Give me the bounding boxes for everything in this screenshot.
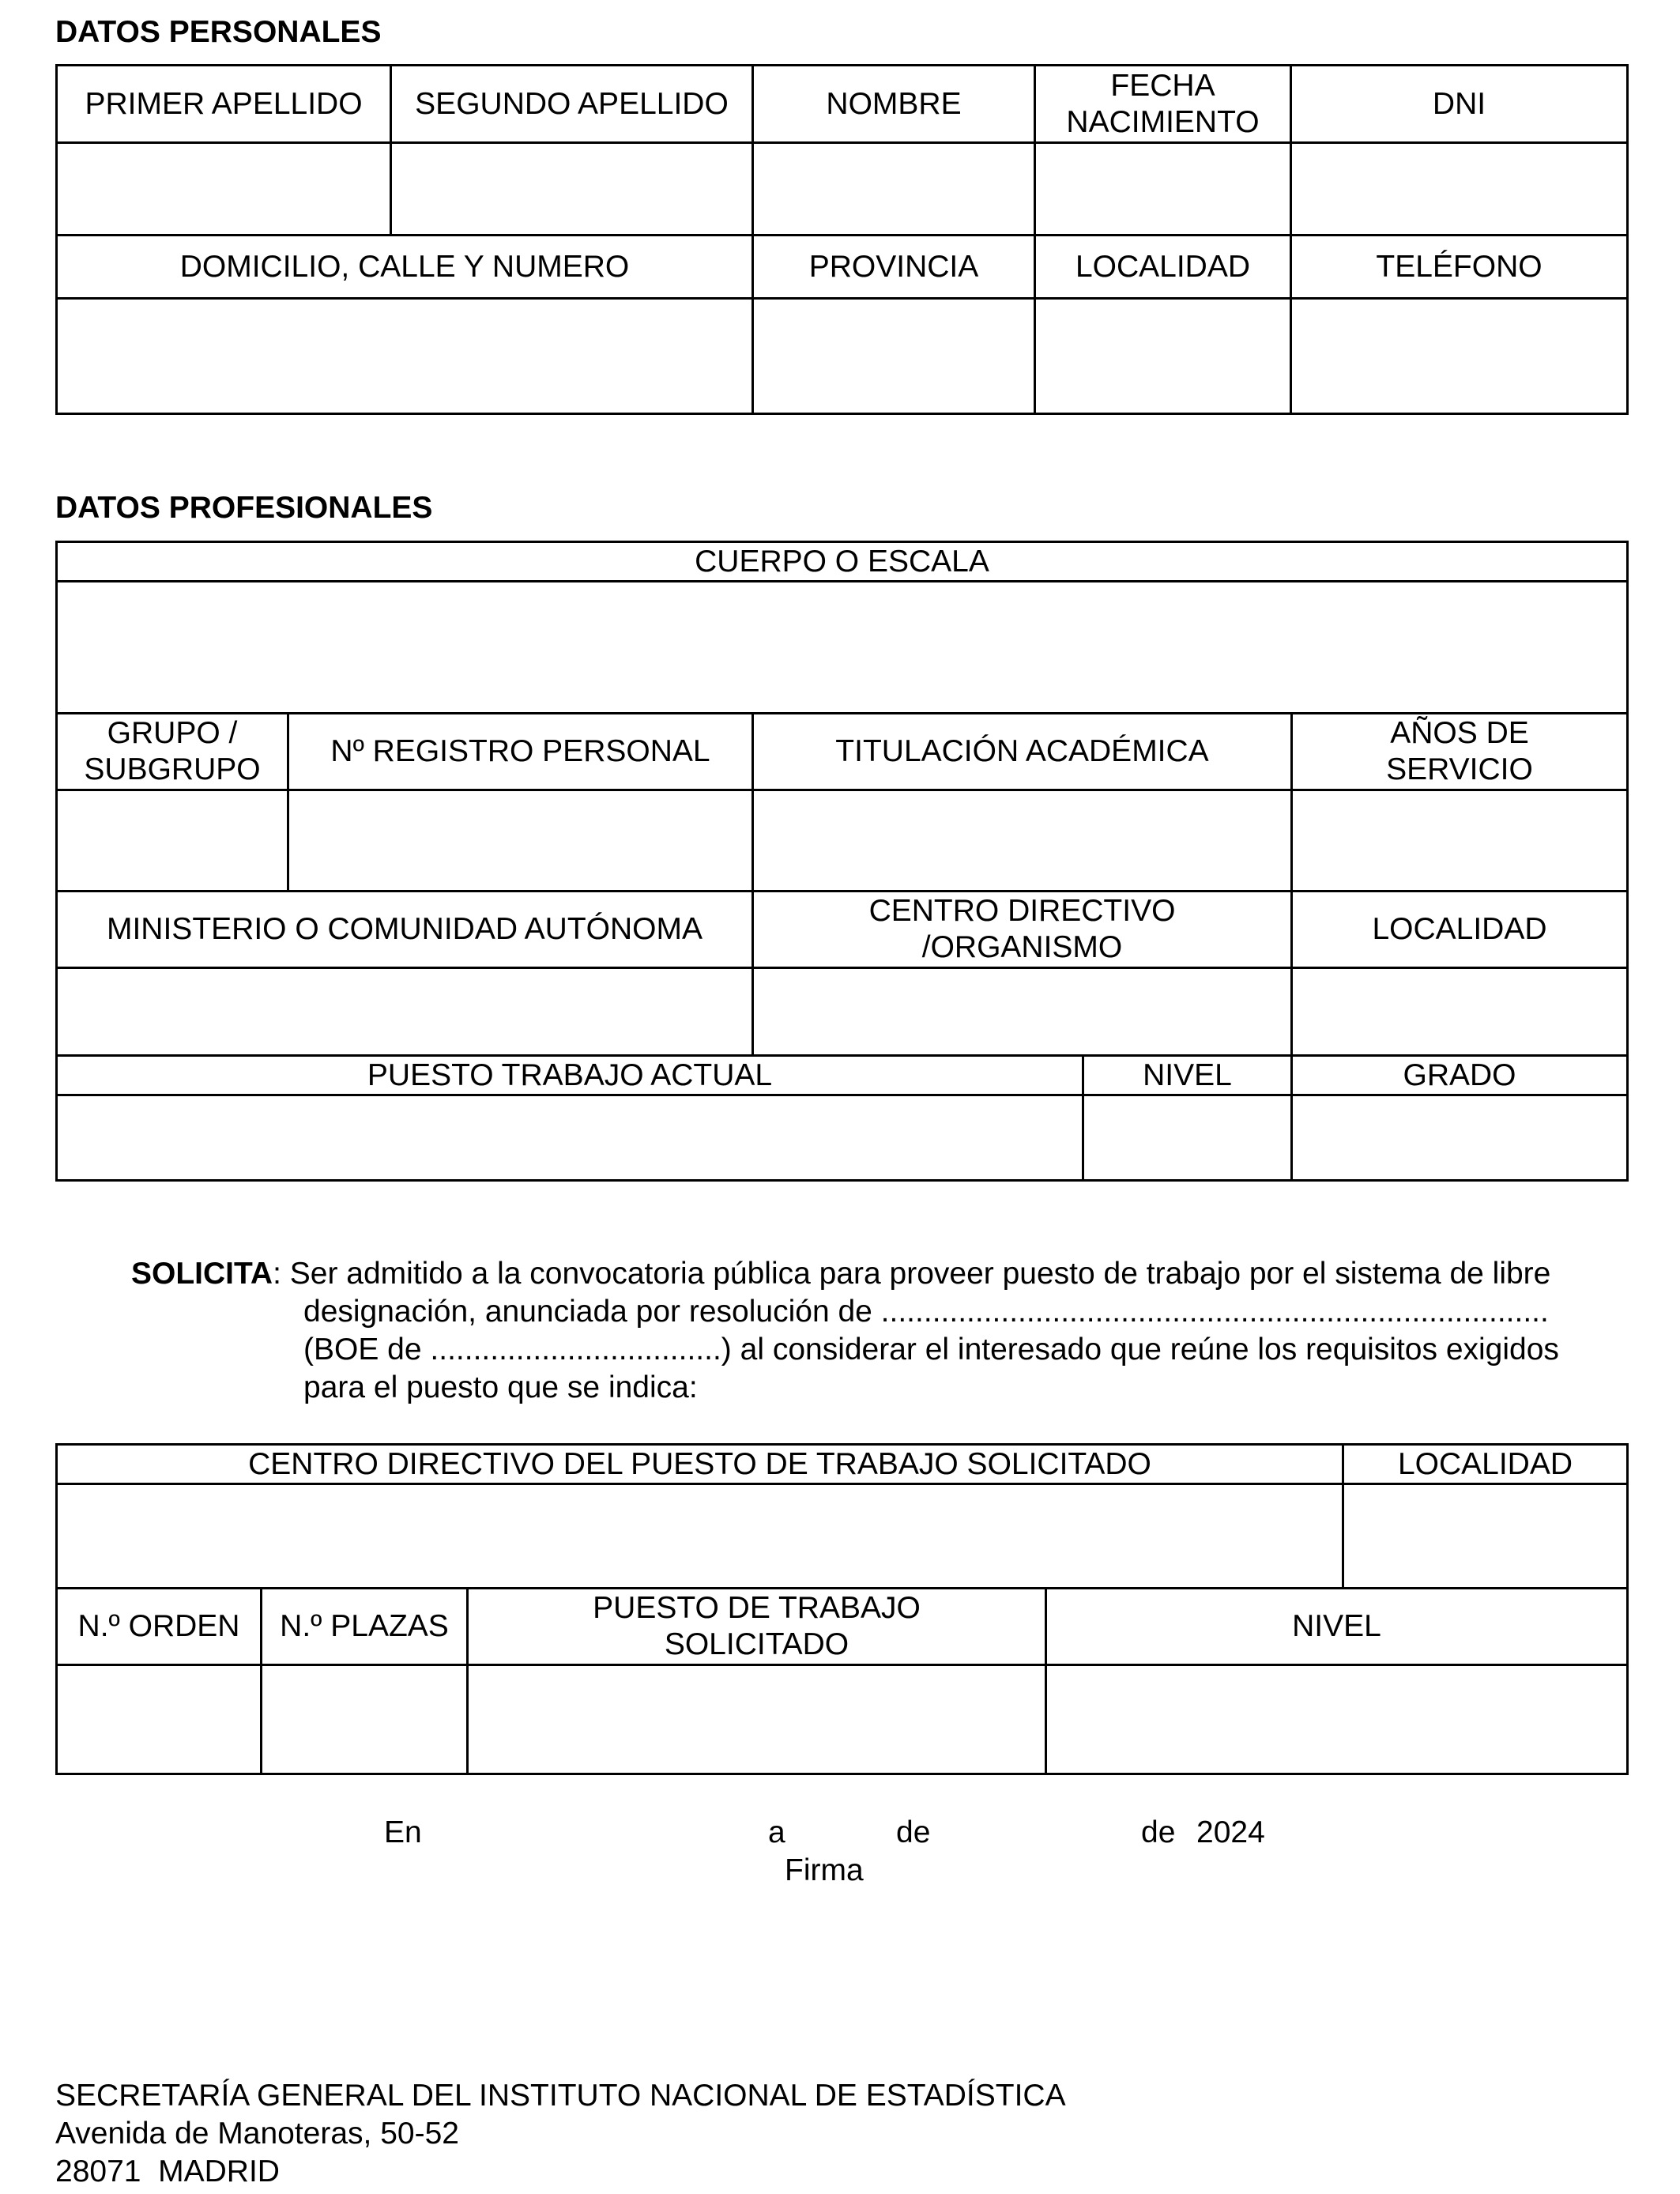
header-segundo-apellido: SEGUNDO APELLIDO [391, 66, 753, 143]
date-en: En [384, 1815, 422, 1849]
nombre-field[interactable] [753, 143, 1035, 236]
header-telefono: TELÉFONO [1291, 236, 1628, 299]
header-localidad-solicitada: LOCALIDAD [1343, 1445, 1628, 1484]
localidad-solicitada-field[interactable] [1343, 1484, 1628, 1589]
header-nivel-solicitado: NIVEL [1046, 1589, 1628, 1665]
nivel-solicitado-field[interactable] [1046, 1665, 1628, 1774]
header-anos-servicio: AÑOS DE SERVICIO [1292, 714, 1628, 790]
header-fecha-nacimiento: FECHA NACIMIENTO [1035, 66, 1291, 143]
puesto-solicitado-field[interactable] [468, 1665, 1046, 1774]
orden-field[interactable] [57, 1665, 262, 1774]
provincia-field[interactable] [753, 299, 1035, 414]
footer-line-2: Avenida de Manoteras, 50-52 [55, 2117, 459, 2151]
grado-field[interactable] [1292, 1095, 1628, 1181]
header-grupo-subgrupo: GRUPO / SUBGRUPO [57, 714, 288, 790]
header-cuerpo-escala: CUERPO O ESCALA [57, 542, 1628, 582]
ministerio-field[interactable] [57, 968, 753, 1056]
professional-data-heading: DATOS PROFESIONALES [55, 491, 433, 525]
date-de-1: de [896, 1815, 931, 1849]
header-provincia: PROVINCIA [753, 236, 1035, 299]
header-centro-directivo: CENTRO DIRECTIVO /ORGANISMO [753, 892, 1292, 968]
header-ministerio: MINISTERIO O COMUNIDAD AUTÓNOMA [57, 892, 753, 968]
header-localidad: LOCALIDAD [1035, 236, 1291, 299]
registro-personal-field[interactable] [288, 790, 753, 892]
telefono-field[interactable] [1291, 299, 1628, 414]
solicita-line-1: : Ser admitido a la convocatoria pública para proveer puesto de trabajo por el sistema de libre [273, 1257, 1551, 1291]
nivel-field[interactable] [1083, 1095, 1292, 1181]
solicita-paragraph [131, 1255, 1626, 1407]
header-registro-personal: Nº REGISTRO PERSONAL [288, 714, 753, 790]
grupo-subgrupo-field[interactable] [57, 790, 288, 892]
solicita-line-3: (BOE de ..................................) al considerar el interesado que reúne los requisitos exigidos [303, 1333, 1559, 1367]
header-titulacion: TITULACIÓN ACADÉMICA [753, 714, 1292, 790]
localidad-field[interactable] [1035, 299, 1291, 414]
fecha-nacimiento-field[interactable] [1035, 143, 1291, 236]
centro-directivo-field[interactable] [753, 968, 1292, 1056]
header-plazas: N.º PLAZAS [262, 1589, 468, 1665]
header-nivel: NIVEL [1083, 1056, 1292, 1095]
date-year: 2024 [1196, 1815, 1265, 1849]
footer-line-3: 28071 MADRID [55, 2154, 280, 2188]
header-centro-solicitado: CENTRO DIRECTIVO DEL PUESTO DE TRABAJO SOLICITADO [57, 1445, 1343, 1484]
footer-address [55, 2077, 1066, 2191]
signature-label: Firma [785, 1853, 864, 1887]
solicita-line-2: designación, anunciada por resolución de .............................................................................. [303, 1295, 1549, 1329]
domicilio-field[interactable] [57, 299, 753, 414]
localidad-prof-field[interactable] [1292, 968, 1628, 1056]
cuerpo-escala-field[interactable] [57, 582, 1628, 714]
professional-data-table [55, 541, 1629, 1182]
puesto-actual-field[interactable] [57, 1095, 1083, 1181]
header-domicilio: DOMICILIO, CALLE Y NUMERO [57, 236, 753, 299]
footer-line-1: SECRETARÍA GENERAL DEL INSTITUTO NACIONAL DE ESTADÍSTICA [55, 2079, 1066, 2113]
personal-data-heading: DATOS PERSONALES [55, 15, 382, 49]
dni-field[interactable] [1291, 143, 1628, 236]
solicita-line-4: para el puesto que se indica: [303, 1370, 698, 1404]
header-puesto-solicitado: PUESTO DE TRABAJO SOLICITADO [468, 1589, 1046, 1665]
personal-data-table [55, 64, 1629, 415]
date-de-2: de [1141, 1815, 1176, 1849]
requested-position-table [55, 1443, 1629, 1775]
date-a: a [768, 1815, 785, 1849]
centro-solicitado-field[interactable] [57, 1484, 1343, 1589]
header-nombre: NOMBRE [753, 66, 1035, 143]
header-orden: N.º ORDEN [57, 1589, 262, 1665]
primer-apellido-field[interactable] [57, 143, 391, 236]
segundo-apellido-field[interactable] [391, 143, 753, 236]
header-grado: GRADO [1292, 1056, 1628, 1095]
header-dni: DNI [1291, 66, 1628, 143]
titulacion-field[interactable] [753, 790, 1292, 892]
header-puesto-actual: PUESTO TRABAJO ACTUAL [57, 1056, 1083, 1095]
anos-servicio-field[interactable] [1292, 790, 1628, 892]
plazas-field[interactable] [262, 1665, 468, 1774]
solicita-label: SOLICITA [131, 1257, 273, 1291]
header-primer-apellido: PRIMER APELLIDO [57, 66, 391, 143]
header-localidad-prof: LOCALIDAD [1292, 892, 1628, 968]
